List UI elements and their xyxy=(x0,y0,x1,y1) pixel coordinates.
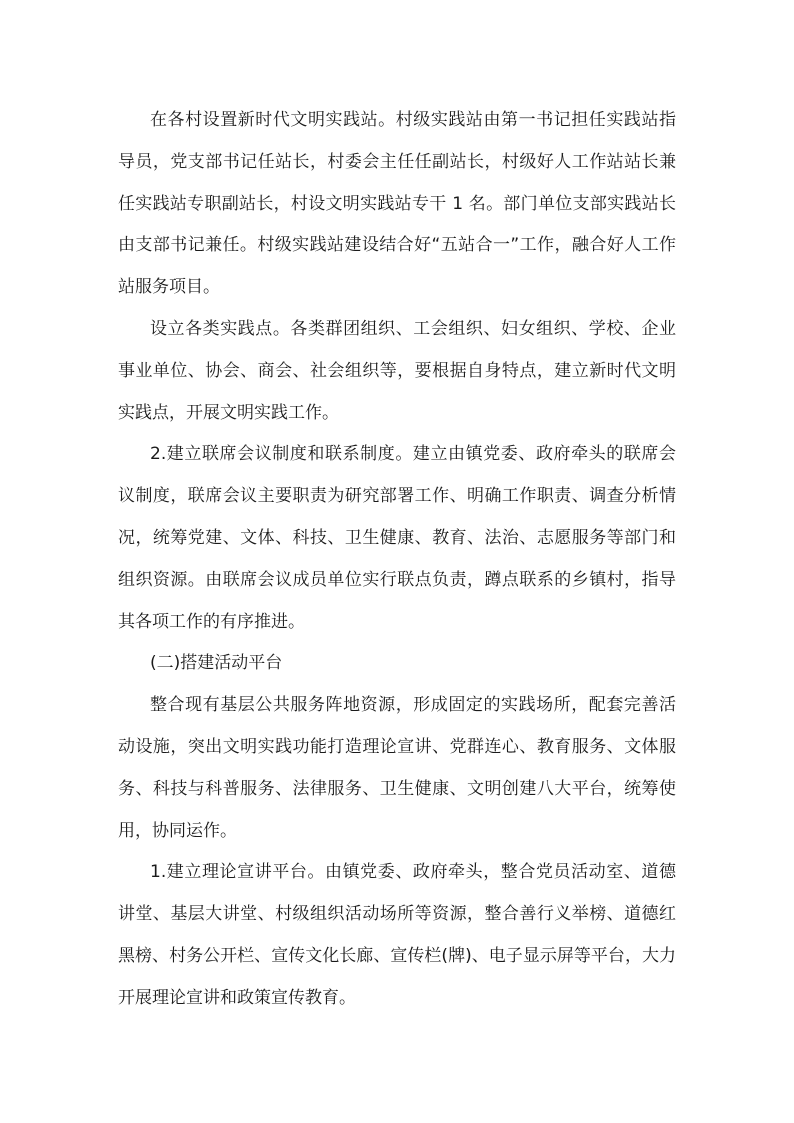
paragraph-theory-platform: 1.建立理论宣讲平台。由镇党委、政府牵头，整合党员活动室、道德讲堂、基层大讲堂、村级组织活动场所等资源，整合善行义举榜、道德红黑榜、村务公开栏、宣传文化长廊、宣传栏(牌)、电子显示屏等平台，大力开展理论宣讲和政策宣传教育。 xyxy=(118,862,676,1008)
paragraph-practice-points: 设立各类实践点。各类群团组织、工会组织、妇女组织、学校、企业事业单位、协会、商会、社会组织等，要根据自身特点，建立新时代文明实践点，开展文明实践工作。 xyxy=(118,318,676,423)
document-body xyxy=(118,100,676,1020)
section-heading-activity-platform: (二)搭建活动平台 xyxy=(150,653,283,674)
paragraph-integrate-resources: 整合现有基层公共服务阵地资源，形成固定的实践场所，配套完善活动设施，突出文明实践功能打造理论宣讲、党群连心、教育服务、文体服务、科技与科普服务、法律服务、卫生健康、文明创建八大平台，统筹使用，协同运作。 xyxy=(118,695,676,841)
paragraph-joint-meeting-system: 2.建立联席会议制度和联系制度。建立由镇党委、政府牵头的联席会议制度，联席会议主要职责为研究部署工作、明确工作职责、调查分析情况，统筹党建、文体、科技、卫生健康、教育、法治、志愿服务等部门和组织资源。由联席会议成员单位实行联点负责，蹲点联系的乡镇村，指导其各项工作的有序推进。 xyxy=(118,444,676,632)
paragraph-practice-stations: 在各村设置新时代文明实践站。村级实践站由第一书记担任实践站指导员，党支部书记任站长，村委会主任任副站长，村级好人工作站站长兼任实践站专职副站长，村设文明实践站专干 1 名。部门单位支部实践站长由支部书记兼任。村级实践站建设结合好“五站合一”工作，融合好人工作站服务项目。 xyxy=(118,110,676,298)
